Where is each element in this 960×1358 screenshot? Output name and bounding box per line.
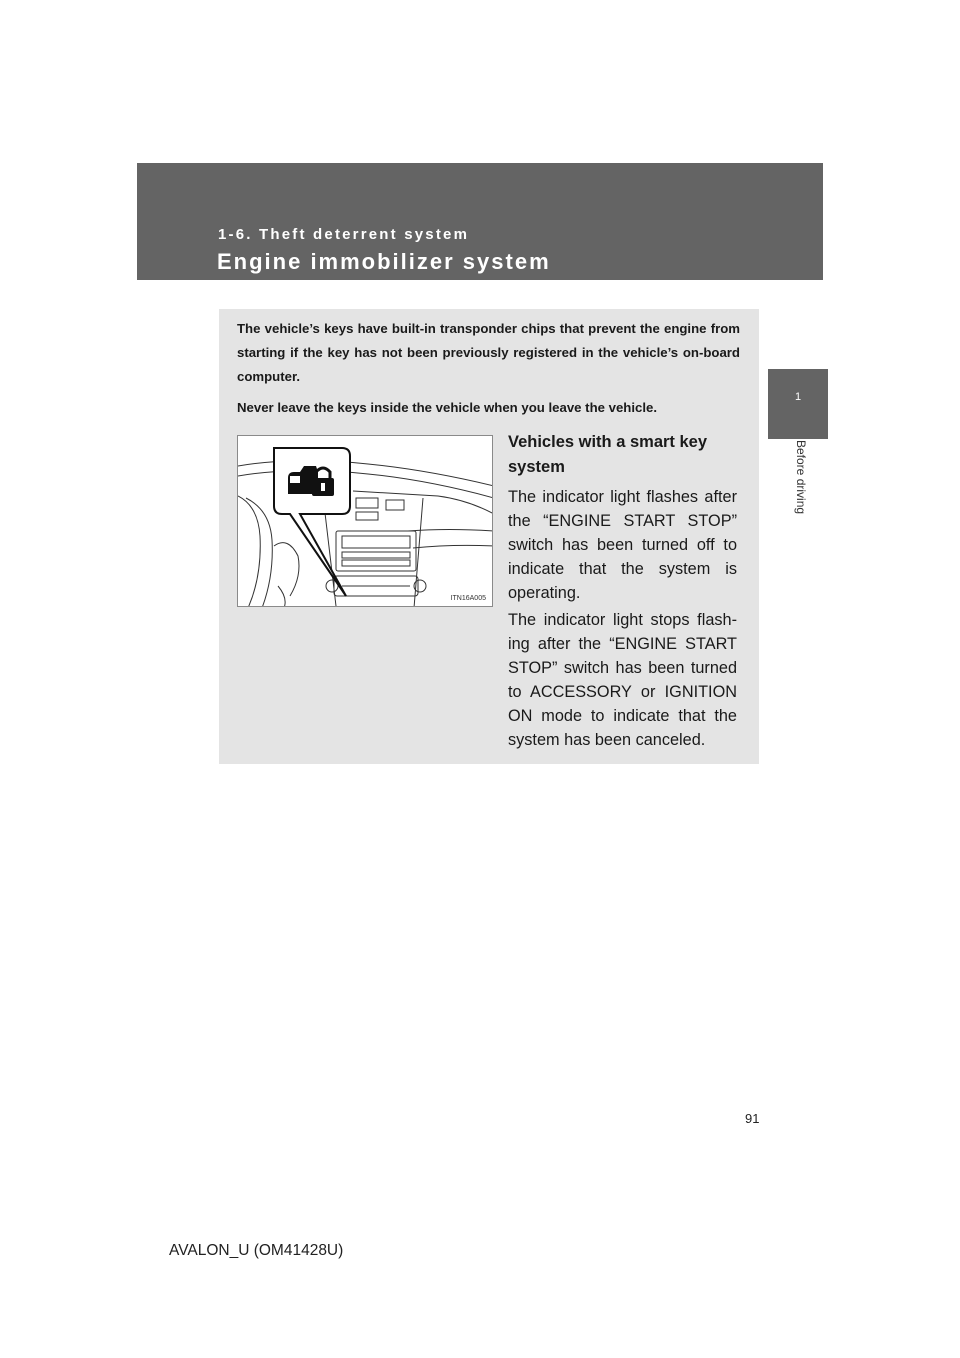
chapter-tab[interactable] xyxy=(768,369,828,439)
chapter-header xyxy=(137,163,823,280)
warning-line: Never leave the keys inside the vehicle when you leave the vehicle. xyxy=(237,400,658,415)
subheading: Vehicles with a smart key system xyxy=(508,433,708,476)
chapter-label: Before driving xyxy=(794,440,808,515)
page-number: 91 xyxy=(745,1111,760,1126)
dashboard-illustration xyxy=(237,435,493,607)
intro-paragraph: The vehicle’s keys have built-in transponder chips that prevent the engine from starting if the key has not been previously registered in the vehicle’s on-board computer. xyxy=(237,321,740,384)
page-title: Engine immobilizer system xyxy=(217,249,551,274)
body-paragraph-1: The indicator light flashes after the “ENGINE START STOP” switch has been turned off to indicate that the system is operating. xyxy=(508,488,737,602)
info-box xyxy=(219,309,759,764)
chapter-number: 1 xyxy=(794,391,802,403)
figure-code: ITN16A005 xyxy=(450,595,486,602)
body-paragraph-2: The indicator light stops flash-ing after the “ENGINE START STOP” switch has been turned to ACCESSORY or IGNITION ON mode to indicate that the system has been canceled. xyxy=(508,611,737,749)
document-id: AVALON_U (OM41428U) xyxy=(169,1242,344,1259)
dashboard-drawing xyxy=(238,436,493,607)
section-label: 1-6. Theft deterrent system xyxy=(218,226,470,243)
